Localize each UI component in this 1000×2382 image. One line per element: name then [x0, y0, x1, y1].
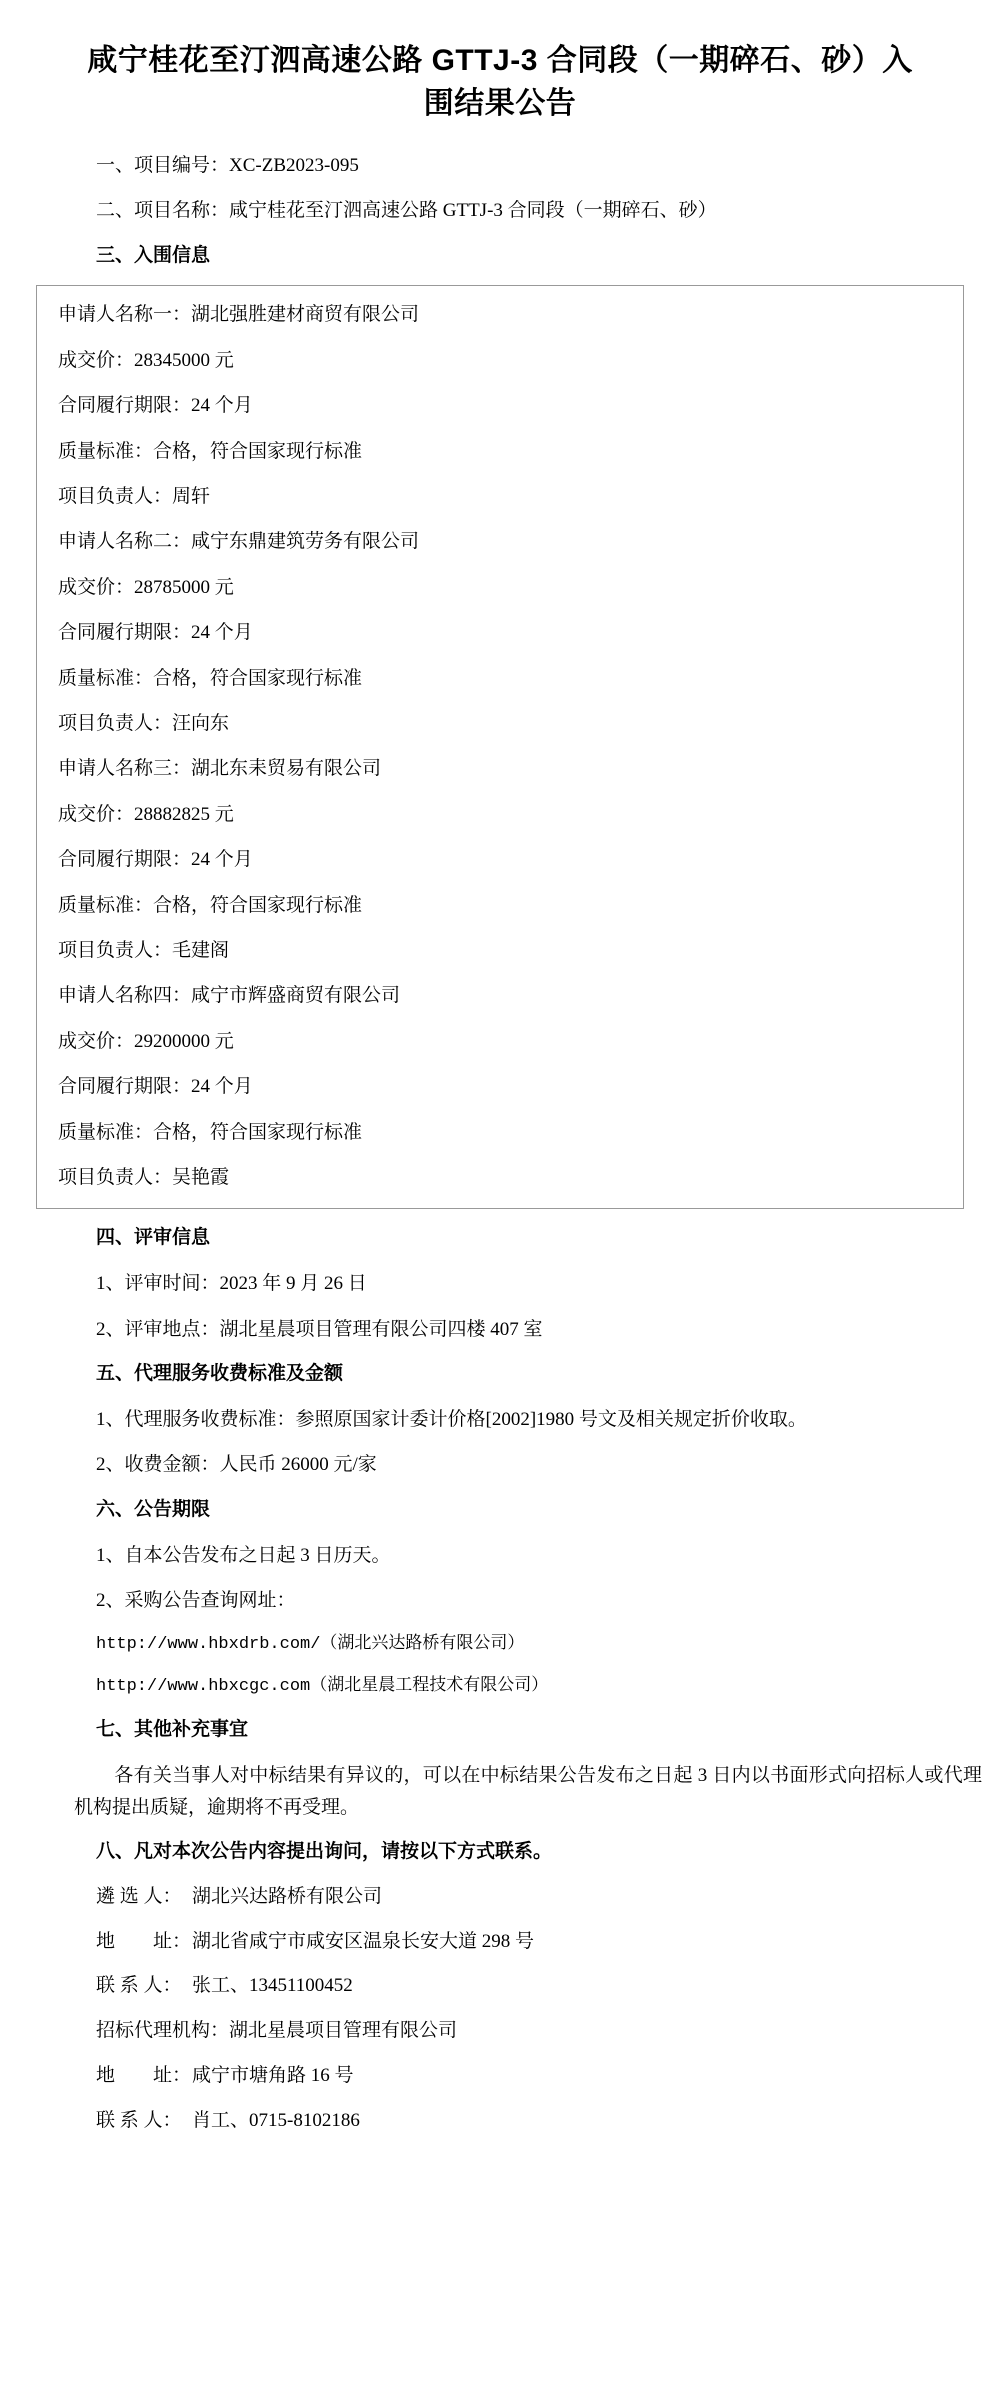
contact-label: 地 址：	[96, 1930, 192, 1952]
announcement-period-item-1: 1、自本公告发布之日起 3 日历天。	[96, 1544, 391, 1566]
agency-fee-amount: 2、收费金额：人民币 26000 元/家	[96, 1454, 377, 1476]
list-item: 项目负责人：毛建阁	[58, 939, 230, 961]
contact-label: 地 址：	[96, 2064, 192, 2086]
page-title: 咸宁桂花至汀泗高速公路 GTTJ-3 合同段（一期碎石、砂）入围结果公告	[87, 44, 913, 120]
query-url-2[interactable]: http://www.hbxcgc.com（湖北星晨工程技术有限公司）	[96, 1677, 549, 1696]
list-item: 项目负责人：周轩	[58, 486, 211, 508]
list-item: 质量标准：合格，符合国家现行标准	[58, 894, 363, 916]
project-name-line: 二、项目名称：咸宁桂花至汀泗高速公路 GTTJ-3 合同段（一期碎石、砂）	[96, 199, 717, 221]
contact-label: 遴 选 人：	[96, 1885, 182, 1907]
contact-value: 湖北省咸宁市咸安区温泉长安大道 298 号	[192, 1930, 535, 1952]
contact-row-agency	[18, 2016, 982, 2047]
contact-label: 招标代理机构：	[96, 2020, 230, 2042]
contact-value: 张工、13451100452	[192, 1975, 353, 1997]
other-matters-text	[18, 1760, 982, 1823]
list-item: 申请人名称四：咸宁市辉盛商贸有限公司	[58, 985, 401, 1007]
section-heading-contact: 八、凡对本次公告内容提出询问，请按以下方式联系。	[96, 1841, 553, 1863]
contact-row-address-1	[18, 1927, 982, 1958]
list-item: 合同履行期限：24 个月	[58, 849, 253, 871]
list-item: 成交价：28882825 元	[58, 803, 234, 825]
list-item: 项目负责人：汪向东	[58, 713, 230, 734]
agency-fee-standard: 1、代理服务收费标准：参照原国家计委计价格[2002]1980 号文及相关规定折价收取。	[96, 1408, 807, 1430]
list-item: 成交价：29200000 元	[58, 1030, 234, 1052]
section-heading-announcement-period: 六、公告期限	[96, 1498, 211, 1520]
contact-row-person-2	[18, 2106, 982, 2137]
list-item: 申请人名称二：咸宁东鼎建筑劳务有限公司	[58, 531, 420, 553]
contact-row-address-2	[18, 2061, 982, 2092]
contact-value: 咸宁市塘角路 16 号	[192, 2064, 354, 2086]
project-number-line: 一、项目编号：XC-ZB2023-095	[96, 155, 359, 177]
list-item: 申请人名称三：湖北东耒贸易有限公司	[58, 758, 382, 780]
contact-label: 联 系 人：	[96, 1975, 182, 1997]
list-item: 项目负责人：吴艳霞	[58, 1166, 230, 1188]
query-url-1[interactable]: http://www.hbxdrb.com/（湖北兴达路桥有限公司）	[96, 1634, 525, 1654]
section-heading-other-matters: 七、其他补充事宜	[96, 1719, 249, 1741]
list-item: 合同履行期限：24 个月	[58, 622, 253, 644]
announcement-period-item-2: 2、采购公告查询网址：	[96, 1590, 296, 1612]
section-heading-shortlist: 三、入围信息	[96, 244, 211, 266]
other-matters-content: 各有关当事人对中标结果有异议的，可以在中标结果公告发布之日起 3 日内以书面形式向招标人或代理机构提出质疑，逾期将不再受理。	[74, 1764, 982, 1818]
shortlist-info-box	[36, 285, 964, 1209]
list-item: 质量标准：合格，符合国家现行标准	[58, 440, 363, 462]
contact-label: 联 系 人：	[96, 2109, 182, 2131]
contact-value: 肖工、0715-8102186	[192, 2109, 360, 2131]
list-item: 成交价：28345000 元	[58, 349, 234, 371]
section-heading-review: 四、评审信息	[96, 1227, 211, 1249]
list-item: 合同履行期限：24 个月	[58, 395, 253, 417]
list-item: 质量标准：合格，符合国家现行标准	[58, 1121, 363, 1143]
list-item: 成交价：28785000 元	[58, 576, 234, 598]
review-time: 1、评审时间：2023 年 9 月 26 日	[96, 1273, 367, 1295]
list-item: 质量标准：合格，符合国家现行标准	[58, 667, 363, 689]
list-item: 申请人名称一：湖北强胜建材商贸有限公司	[58, 304, 420, 326]
section-heading-agency-fee: 五、代理服务收费标准及金额	[96, 1363, 344, 1385]
contact-row-applicant	[18, 1882, 982, 1913]
contact-value: 湖北星晨项目管理有限公司	[229, 2020, 458, 2042]
list-item: 合同履行期限：24 个月	[58, 1076, 253, 1098]
review-place: 2、评审地点：湖北星晨项目管理有限公司四楼 407 室	[96, 1318, 543, 1340]
contact-row-person-1	[18, 1971, 982, 2002]
contact-value: 湖北兴达路桥有限公司	[192, 1885, 383, 1907]
